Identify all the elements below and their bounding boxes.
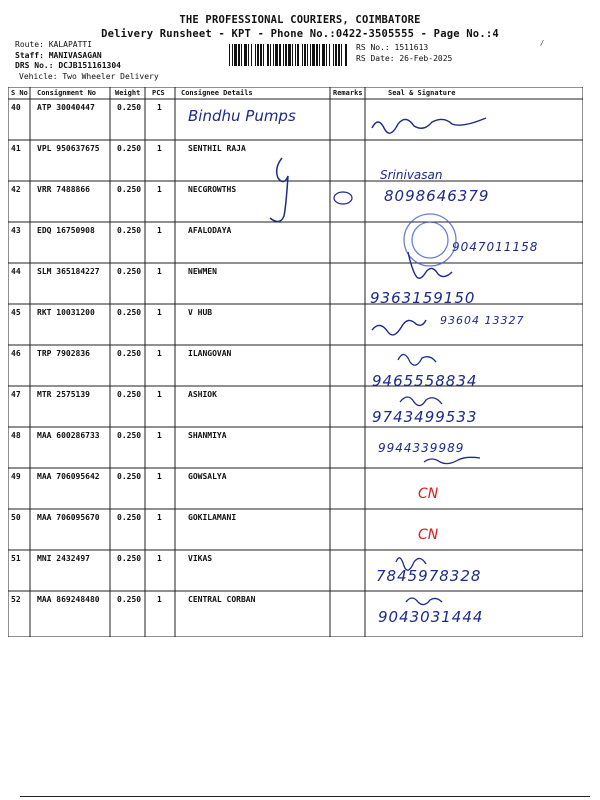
row-weight: 0.250 [117,390,142,399]
barcode-bar [319,44,320,66]
row-cn-mark: CN [418,486,439,502]
col-header-consignee: Consignee Details [181,89,253,97]
barcode-bar [279,44,281,66]
row-consignment-no: MAA 600286733 [37,431,100,440]
row-pcs: 1 [157,349,162,358]
row-sno: 43 [11,226,21,235]
barcode-bar [244,44,247,66]
stray-mark: / [540,39,545,47]
col-header-weight: Weight [115,89,141,97]
row-pcs: 1 [157,103,162,112]
row-consignee: NEWMEN [188,267,217,276]
page-bottom-rule [20,796,590,797]
row-weight: 0.250 [117,513,142,522]
row-consignee: SHANMIYA [188,431,227,440]
route-info-block [15,40,159,82]
staff-label: Staff: MANIVASAGAN [15,50,102,60]
row-consignment-no: MTR 2575139 [37,390,90,399]
barcode-bar [257,44,259,66]
row-consignment-no: EDQ 16750908 [37,226,95,235]
barcode-bar [283,44,284,66]
row-sno: 48 [11,431,21,440]
row-pcs: 1 [157,431,162,440]
barcode-bar [335,44,337,66]
barcode-bar [229,44,230,66]
company-title: THE PROFESSIONAL COURIERS, COIMBATORE [179,14,421,26]
row-weight: 0.250 [117,267,142,276]
barcode-bar [316,44,318,66]
barcode [228,44,350,66]
barcode-bar [275,44,278,66]
rs-info-block [356,43,452,64]
barcode-bar [285,44,287,66]
row-weight: 0.250 [117,431,142,440]
row-signature-phone: 9944339989 [378,441,465,455]
row-pcs: 1 [157,472,162,481]
barcode-bar [260,44,262,66]
barcode-bar [270,44,271,66]
row-pcs: 1 [157,267,162,276]
barcode-bar [295,44,296,66]
vehicle-label: Vehicle: Two Wheeler Delivery [19,71,159,81]
drs-number: DRS No.: DCJB151161304 [15,61,121,70]
row-sno: 42 [11,185,21,194]
barcode-bar [310,44,311,66]
row-weight: 0.250 [117,554,142,563]
barcode-bar [232,44,233,66]
barcode-bar [307,44,308,66]
barcode-bar [304,44,306,66]
col-header-consignment: Consignment No [37,89,97,97]
row-sno: 40 [11,103,21,112]
barcode-bar [341,44,342,66]
row-signature-phone: 93604 13327 [440,314,525,327]
row-signature-phone: 9043031444 [378,608,484,626]
row-pcs: 1 [157,554,162,563]
barcode-bar [297,44,299,66]
row-pcs: 1 [157,595,162,604]
barcode-bar [329,44,330,66]
row-consignee: VIKAS [188,554,213,563]
row-weight: 0.250 [117,595,142,604]
row-sno: 44 [11,267,21,276]
row-consignment-no: TRP 7902836 [37,349,90,358]
row-consignment-no: MNI 2432497 [37,554,90,563]
row-weight: 0.250 [117,308,142,317]
row-pcs: 1 [157,513,162,522]
row-sno: 50 [11,513,21,522]
row-signature-phone: 9363159150 [370,289,476,307]
row-consignment-no: MAA 706095642 [37,472,100,481]
barcode-bar [267,44,269,66]
barcode-bar [234,44,237,66]
barcode-bar [312,44,315,66]
barcode-bar [251,44,252,66]
row-weight: 0.250 [117,226,142,235]
row-signature-phone: 9465558834 [372,372,478,390]
row-consignee: ILANGOVAN [188,349,232,358]
barcode-bar [288,44,291,66]
barcode-bar [302,44,303,66]
row-consignee: CENTRAL CORBAN [188,595,256,604]
row-signature-text: Bindhu Pumps [188,107,296,125]
row-consignee: GOKILAMANI [188,513,237,522]
row-consignment-no: ATP 30040447 [37,103,95,112]
barcode-bar [322,44,325,66]
barcode-bar [263,44,264,66]
row-signature-phone: 9047011158 [452,240,539,254]
barcode-bar [248,44,249,66]
row-sno: 49 [11,472,21,481]
row-signature-phone: 9743499533 [372,408,478,426]
row-weight: 0.250 [117,144,142,153]
row-sno: 41 [11,144,21,153]
row-pcs: 1 [157,144,162,153]
barcode-bar [326,44,327,66]
row-consignment-no: RKT 10031200 [37,308,95,317]
row-consignment-no: MAA 869248480 [37,595,100,604]
row-cn-mark: CN [418,527,439,543]
row-sno: 46 [11,349,21,358]
row-weight: 0.250 [117,103,142,112]
barcode-bar [292,44,293,66]
row-pcs: 1 [157,185,162,194]
row-sno: 45 [11,308,21,317]
row-consignment-no: VRR 7488866 [37,185,90,194]
row-consignee: ASHIOK [188,390,217,399]
row-consignee: NECGROWTHS [188,185,237,194]
row-consignee: GOWSALYA [188,472,227,481]
row-consignee: V HUB [188,308,213,317]
row-sno: 51 [11,554,21,563]
row-consignee: AFALODAYA [188,226,232,235]
col-header-remarks: Remarks [333,89,363,97]
barcode-bar [238,44,240,66]
row-signature-phone: 7845978328 [376,567,482,585]
rs-number: RS No.: 1511613 [356,43,429,52]
runsheet-table-grid [8,87,583,637]
barcode-bar [273,44,274,66]
barcode-bar [345,44,347,66]
row-pcs: 1 [157,390,162,399]
runsheet-subtitle: Delivery Runsheet - KPT - Phone No.:0422-3505555 - Page No.:4 [101,28,499,40]
col-header-seal: Seal & Signature [388,89,456,97]
row-sno: 52 [11,595,21,604]
row-weight: 0.250 [117,472,142,481]
rs-date: RS Date: 26-Feb-2025 [356,53,453,63]
row-consignee: SENTHIL RAJA [188,144,246,153]
row-consignment-no: VPL 950637675 [37,144,100,153]
row-weight: 0.250 [117,185,142,194]
row-consignment-no: MAA 706095670 [37,513,100,522]
col-header-pcs: PCS [152,89,165,97]
col-header-sno: S No [11,89,28,97]
barcode-bar [255,44,256,66]
barcode-bar [241,44,242,66]
route-label: Route: KALAPATTI [15,40,93,49]
barcode-bar [338,44,340,66]
row-pcs: 1 [157,308,162,317]
row-weight: 0.250 [117,349,142,358]
row-consignment-no: SLM 365184227 [37,267,100,276]
row-pcs: 1 [157,226,162,235]
row-signature-phone: 8098646379 [384,187,490,205]
row-signature-text: Srinivasan [380,168,443,182]
row-sno: 47 [11,390,21,399]
barcode-bar [333,44,334,66]
